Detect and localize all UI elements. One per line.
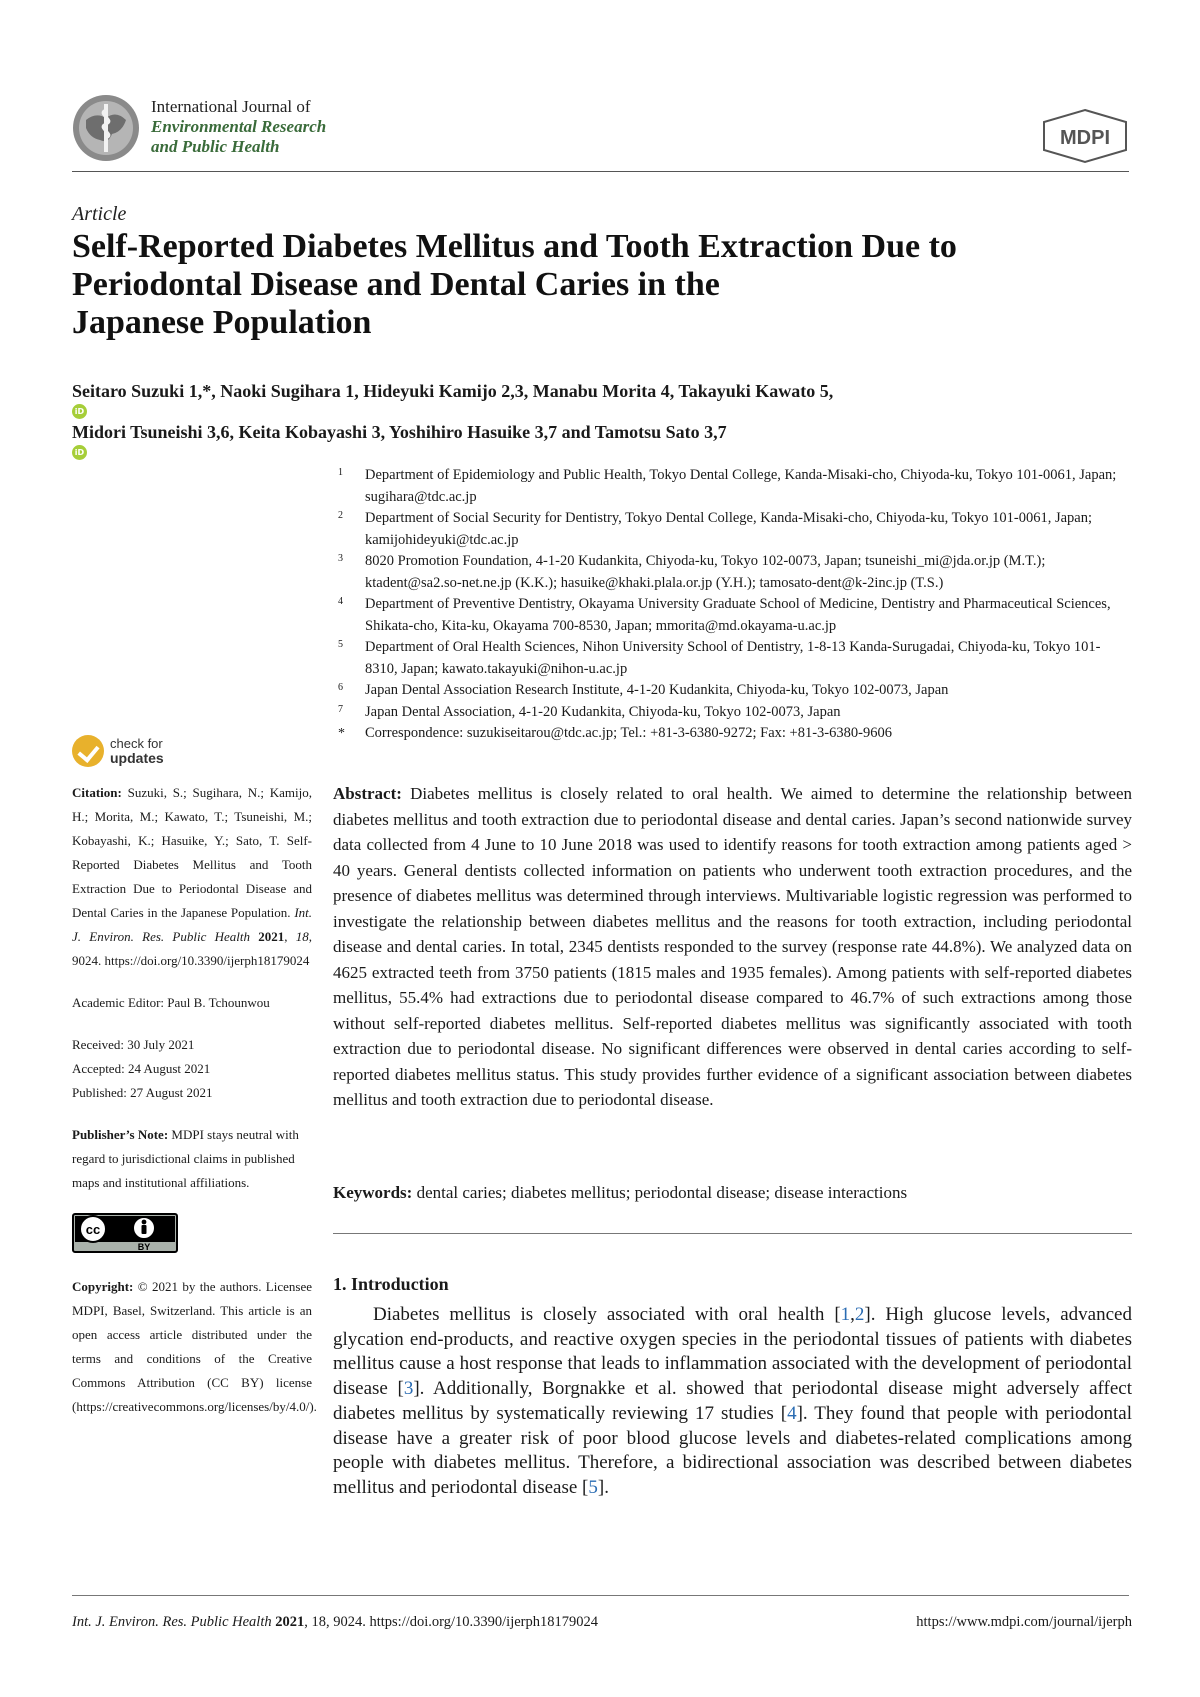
affiliation-item: 2 Department of Social Security for Dentistry, Tokyo Dental College, Kanda-Misaki-cho, Chiyoda-ku, Tokyo 101-0061, Japan; kamijohideyuki@tdc.ac.jp <box>338 510 1092 548</box>
orcid-icon[interactable]: iD <box>72 404 87 419</box>
academic-editor: Academic Editor: Paul B. Tchounwou <box>72 995 270 1010</box>
keywords-text: dental caries; diabetes mellitus; periodontal disease; disease interactions <box>416 1183 908 1202</box>
citation-link[interactable]: 5 <box>588 1476 598 1498</box>
footer-journal-url[interactable]: https://www.mdpi.com/journal/ijerph <box>916 1614 1132 1630</box>
title-line: Periodontal Disease and Dental Caries in the <box>72 266 720 303</box>
citation-link[interactable]: 4 <box>787 1402 797 1424</box>
journal-name-line1: International Journal of <box>151 97 311 116</box>
affiliation-item: 4 Department of Preventive Dentistry, Okayama University Graduate School of Medicine, Dentistry and Pharmaceutical Sciences, Shikata-cho, Kita-ku, Okayama 700-8530, Japan; mmorita@md.okayama-u.ac.jp <box>338 596 1111 634</box>
journal-name-line2: Environmental Research <box>151 117 327 136</box>
abstract-label: Abstract: <box>333 784 402 803</box>
received-date: Received: 30 July 2021 <box>72 1037 195 1052</box>
keywords <box>333 1180 1132 1205</box>
affiliation-item: 3 8020 Promotion Foundation, 4-1-20 Kudankita, Chiyoda-ku, Tokyo 102-0073, Japan; tsuneishi_mi@jda.or.jp (M.T.); ktadent@sa2.so-net.ne.jp (K.K.); hasuike@khaki.plala.or.jp (Y.H.); tamosato-dent@k-2inc.jp (T.S.) <box>338 553 1046 591</box>
checkmark-icon <box>72 735 104 767</box>
svg-text:BY: BY <box>137 1242 151 1252</box>
mdpi-logo <box>1040 108 1130 164</box>
dates-block <box>72 1033 312 1105</box>
affiliations <box>333 465 1133 745</box>
article-title <box>72 228 1132 342</box>
section-divider <box>333 1233 1132 1234</box>
citation-block: Citation: Suzuki, S.; Sugihara, N.; Kamijo, H.; Morita, M.; Kawato, T.; Tsuneishi, M.; Kobayashi, K.; Hasuike, Y.; Sato, T. Self-Reported Diabetes Mellitus and Tooth Extraction Due to Periodontal Disease and Dental Caries in the Japanese Population. Int. J. Environ. Res. Public Health 2021, 18, 9024. https://doi.org/10.3390/ijerph18179024 <box>72 785 313 968</box>
check-for-updates-badge[interactable] <box>72 735 312 767</box>
title-line: Japanese Population <box>72 304 372 341</box>
author-line: Midori Tsuneishi 3,6, Keita Kobayashi 3, Yoshihiro Hasuike 3,7 and Tamotsu Sato 3,7 iD <box>72 419 1132 460</box>
affiliation-item: 7 Japan Dental Association, 4-1-20 Kudankita, Chiyoda-ku, Tokyo 102-0073, Japan <box>338 703 841 720</box>
footer-divider <box>72 1595 1129 1596</box>
abstract <box>333 781 1132 1113</box>
sidebar <box>72 735 317 1437</box>
section-heading: 1. Introduction <box>333 1274 449 1294</box>
published-date: Published: 27 August 2021 <box>72 1085 213 1100</box>
orcid-icon[interactable]: iD <box>72 445 87 460</box>
affiliation-item: 1 Department of Epidemiology and Public Health, Tokyo Dental College, Kanda-Misaki-cho, Chiyoda-ku, Tokyo 101-0061, Japan; sugihara@tdc.ac.jp <box>338 467 1117 505</box>
author-list <box>72 378 1132 460</box>
copyright-block: Copyright: © 2021 by the authors. Licensee MDPI, Basel, Switzerland. This article is an open access article distributed under the terms and conditions of the Creative Commons Attribution (CC BY) license (https://creativecommons.org/licenses/by/4.0/). <box>72 1279 317 1414</box>
introduction-paragraph: Diabetes mellitus is closely associated with oral health [1,2]. High glucose levels, advanced glycation end-products, and reactive oxygen species in the periodontal tissues of patients with diabetes mellitus cause a host response that leads to inflammation associated with the development of periodontal disease [3]. Additionally, Borgnakke et al. showed that periodontal disease might adversely affect diabetes mellitus by systematically reviewing 17 studies [4]. They found that people with periodontal disease have a greater risk of poor blood glucose levels and diabetes-related complications among people with diabetes mellitus. Therefore, a bidirectional association was described between diabetes mellitus and periodontal disease [5]. <box>333 1304 1133 1498</box>
check-updates-line2: updates <box>110 750 164 766</box>
citation-doi[interactable]: , 9024. https://doi.org/10.3390/ijerph18179024 <box>72 929 312 968</box>
title-line: Self-Reported Diabetes Mellitus and Tooth Extraction Due to <box>72 228 957 265</box>
keywords-label: Keywords: <box>333 1183 413 1202</box>
journal-logo <box>72 94 140 162</box>
article-type: Article <box>72 203 127 225</box>
citation-link[interactable]: 2 <box>854 1304 865 1325</box>
citation-link[interactable]: 1 <box>840 1304 851 1325</box>
affiliation-item: 5 Department of Oral Health Sciences, Nihon University School of Dentistry, 1-8-13 Kanda-Surugadai, Chiyoda-ku, Tokyo 101-8310, Japan; kawato.takayuki@nihon-u.ac.jp <box>338 639 1101 677</box>
abstract-text: Diabetes mellitus is closely related to oral health. We aimed to determine the relationship between diabetes mellitus and tooth extraction due to periodontal disease and dental caries. Japan’s second nationwide survey data collected from 4 June to 10 June 2018 was used to identify reasons for tooth extraction among patients aged > 40 years. General dentists collected information on patients who underwent tooth extraction procedures, and the presence of diabetes mellitus was determined through interviews. Multivariable logistic regression was performed to investigate the relationship between diabetes mellitus and the reasons for tooth extraction, including periodontal disease and dental caries. In total, 2345 dentists responded to the survey (response rate 44.8%). We analyzed data on 4625 extracted teeth from 3750 patients (1815 males and 1935 females). Among patients with self-reported diabetes mellitus, 55.4% had extractions due to periodontal disease compared to 46.7% of such extractions among those without self-reported diabetes mellitus. Self-reported diabetes mellitus was significantly associated with tooth extraction due to periodontal disease. No significant differences were observed in dental caries according to self-reported diabetes mellitus status. This study provides further evidence of a significant association between diabetes mellitus and tooth extraction due to periodontal disease. <box>333 784 1132 1109</box>
author-line: Seitaro Suzuki 1,*, Naoki Sugihara 1, Hideyuki Kamijo 2,3, Manabu Morita 4, Takayuki Kawato 5, iD <box>72 378 1132 419</box>
footer-citation: Int. J. Environ. Res. Public Health 2021, 18, 9024. https://doi.org/10.3390/ijerph18179024 <box>72 1614 598 1630</box>
svg-text:cc: cc <box>85 1222 101 1237</box>
footer-doi[interactable]: , 18, 9024. https://doi.org/10.3390/ijerph18179024 <box>304 1614 598 1630</box>
correspondence: * Correspondence: suzukiseitarou@tdc.ac.jp; Tel.: +81-3-6380-9272; Fax: +81-3-6380-9606 <box>338 725 892 741</box>
citation-link[interactable]: 3 <box>403 1378 414 1400</box>
affiliation-item: 6 Japan Dental Association Research Institute, 4-1-20 Kudankita, Chiyoda-ku, Tokyo 102-0073, Japan <box>338 682 949 698</box>
journal-name <box>151 97 326 157</box>
header-divider <box>72 171 1129 172</box>
publisher-note: Publisher’s Note: MDPI stays neutral with regard to jurisdictional claims in published maps and institutional affiliations. <box>72 1127 299 1190</box>
cc-by-license-icon[interactable] <box>72 1213 312 1261</box>
journal-name-line3: and Public Health <box>151 137 280 156</box>
check-updates-line1: check for <box>110 736 163 751</box>
mdpi-logo-text: MDPI <box>1060 127 1110 149</box>
accepted-date: Accepted: 24 August 2021 <box>72 1061 211 1076</box>
